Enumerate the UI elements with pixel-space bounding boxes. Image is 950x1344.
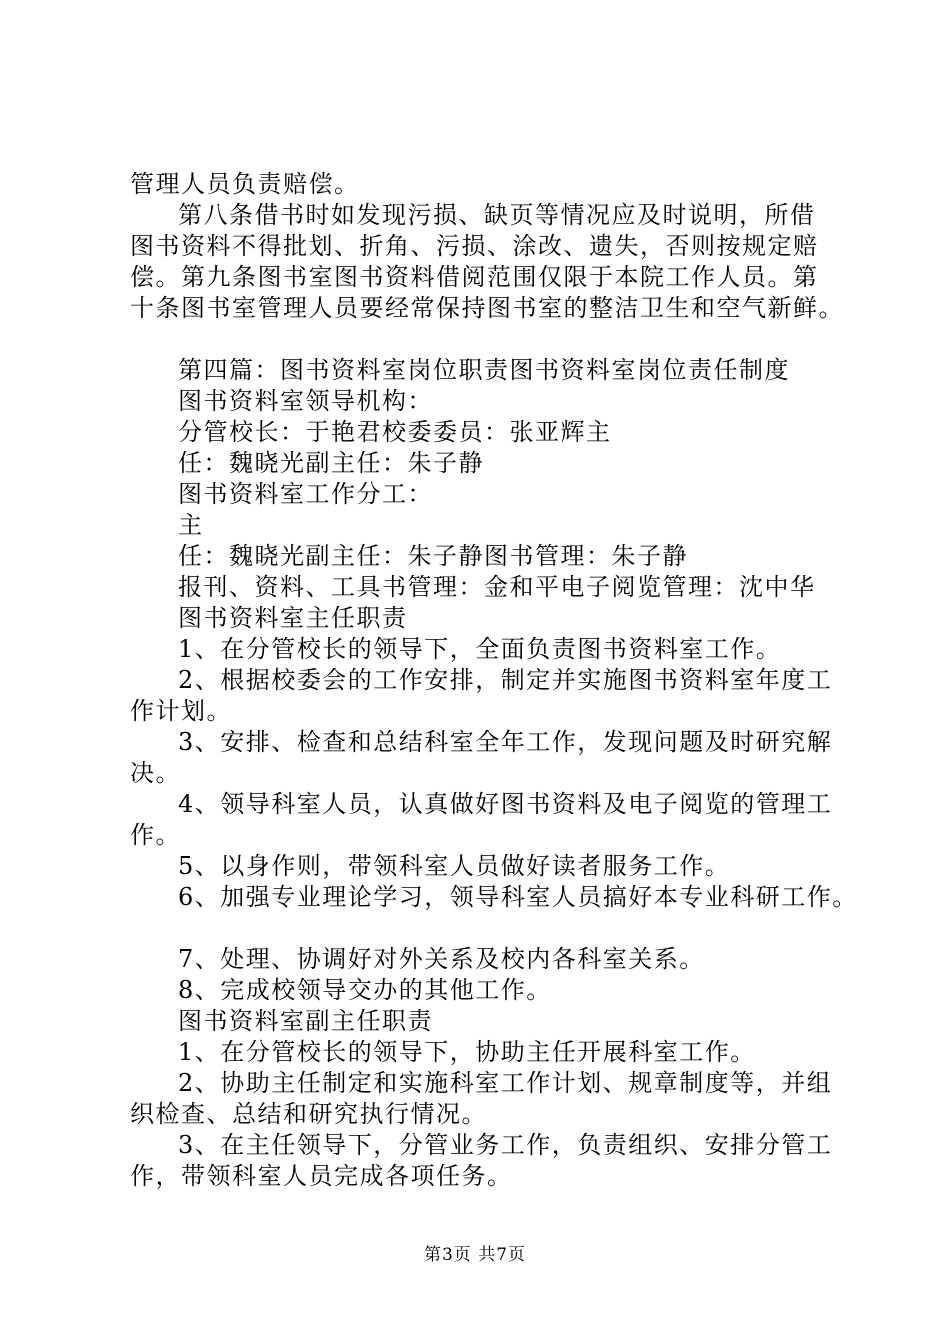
list-item: 5、以身作则，带领科室人员做好读者服务工作。 <box>178 852 731 880</box>
text-line: 作计划。 <box>130 697 232 725</box>
text-line: 偿。第九条图书室图书资料借阅范围仅限于本院工作人员。第 <box>130 263 819 291</box>
text-line: 管理人员负责赔偿。 <box>130 170 360 198</box>
page-number-footer: 第3页 共7页 <box>423 1245 527 1265</box>
list-item: 2、协助主任制定和实施科室工作计划、规章制度等，并组 <box>178 1069 833 1097</box>
list-item: 8、完成校领导交办的其他工作。 <box>178 976 552 1004</box>
text-line: 作，带领科室人员完成各项任务。 <box>130 1162 513 1190</box>
list-item: 7、处理、协调好对外关系及校内各科室关系。 <box>178 945 705 973</box>
text-line: 报刊、资料、工具书管理：金和平电子阅览管理：沈中华 <box>178 573 816 601</box>
list-item: 1、在分管校长的领导下，全面负责图书资料室工作。 <box>178 635 782 663</box>
text-line: 作。 <box>130 821 181 849</box>
list-item: 4、领导科室人员，认真做好图书资料及电子阅览的管理工 <box>178 790 833 818</box>
section-heading: 图书资料室主任职责 <box>178 604 408 632</box>
section-heading: 第四篇：图书资料室岗位职责图书资料室岗位责任制度 <box>178 356 790 384</box>
text-line: 图书资料室工作分工： <box>178 480 433 508</box>
text-line: 分管校长：于艳君校委委员：张亚辉主 <box>178 418 612 446</box>
text-line: 第八条借书时如发现污损、缺页等情况应及时说明，所借 <box>178 201 816 229</box>
text-line: 图书资料不得批划、折角、污损、涂改、遗失，否则按规定赔 <box>130 232 819 260</box>
paragraph-gap <box>130 913 848 944</box>
text-line: 任：魏晓光副主任：朱子静图书管理：朱子静 <box>178 542 688 570</box>
list-item: 6、加强专业理论学习，领导科室人员搞好本专业科研工作。 <box>178 883 858 911</box>
text-line: 织检查、总结和研究执行情况。 <box>130 1100 487 1128</box>
list-item: 1、在分管校长的领导下，协助主任开展科室工作。 <box>178 1038 756 1066</box>
list-item: 2、根据校委会的工作安排，制定并实施图书资料室年度工 <box>178 666 833 694</box>
list-item: 3、安排、检查和总结科室全年工作，发现问题及时研究解 <box>178 728 833 756</box>
section-heading: 图书资料室副主任职责 <box>178 1007 433 1035</box>
text-line: 图书资料室领导机构： <box>178 387 433 415</box>
text-line: 决。 <box>130 759 181 787</box>
text-line: 十条图书室管理人员要经常保持图书室的整洁卫生和空气新鲜。 <box>130 294 844 322</box>
paragraph-gap <box>130 324 848 355</box>
list-item: 3、在主任领导下，分管业务工作，负责组织、安排分管工 <box>178 1131 833 1159</box>
text-line: 任：魏晓光副主任：朱子静 <box>178 449 484 477</box>
document-body <box>130 169 858 1192</box>
text-line: 主 <box>178 511 204 539</box>
